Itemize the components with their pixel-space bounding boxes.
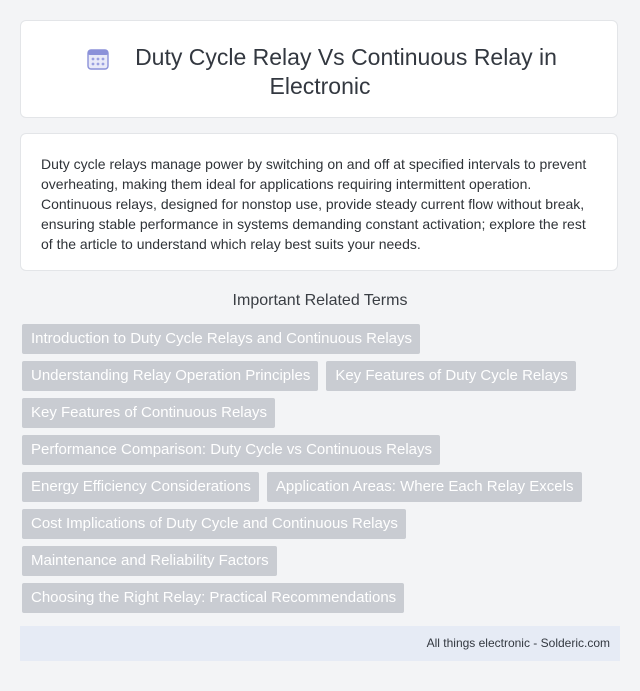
related-terms-list: [22, 324, 622, 620]
tag-row: [22, 583, 622, 613]
related-term-tag[interactable]: Key Features of Duty Cycle Relays: [326, 361, 576, 391]
tag-row: [22, 546, 622, 576]
summary-card: [20, 133, 618, 271]
related-term-tag[interactable]: Maintenance and Reliability Factors: [22, 546, 277, 576]
tag-row: [22, 398, 622, 428]
tag-row: [22, 435, 622, 465]
page-title: [21, 43, 619, 101]
footer: [20, 626, 620, 661]
related-term-tag[interactable]: Choosing the Right Relay: Practical Recommendations: [22, 583, 404, 613]
page-title-line1: Duty Cycle Relay Vs Continuous Relay in: [135, 44, 557, 70]
related-term-tag[interactable]: Performance Comparison: Duty Cycle vs Continuous Relays: [22, 435, 440, 465]
page-title-line2: Electronic: [269, 73, 371, 99]
related-term-tag[interactable]: Energy Efficiency Considerations: [22, 472, 259, 502]
summary-text: Duty cycle relays manage power by switching on and off at specified intervals to prevent overheating, making them ideal for applications requiring intermittent operation. Continuous relays, designed for nonstop use, provide steady current flow without break, ensuring stable performance in systems demanding constant activation; explore the rest of the article to understand which relay best suits your needs.: [41, 156, 587, 252]
tag-row: [22, 509, 622, 539]
related-term-tag[interactable]: Introduction to Duty Cycle Relays and Continuous Relays: [22, 324, 420, 354]
tag-row: [22, 361, 622, 391]
related-term-tag[interactable]: Understanding Relay Operation Principles: [22, 361, 318, 391]
related-term-tag[interactable]: Cost Implications of Duty Cycle and Continuous Relays: [22, 509, 406, 539]
tag-row: [22, 472, 622, 502]
title-card: [20, 20, 618, 118]
footer-text: All things electronic - Solderic.com: [426, 636, 610, 650]
related-terms-heading: Important Related Terms: [232, 292, 408, 309]
tag-row: [22, 324, 622, 354]
related-term-tag[interactable]: Key Features of Continuous Relays: [22, 398, 275, 428]
related-term-tag[interactable]: Application Areas: Where Each Relay Excels: [267, 472, 582, 502]
